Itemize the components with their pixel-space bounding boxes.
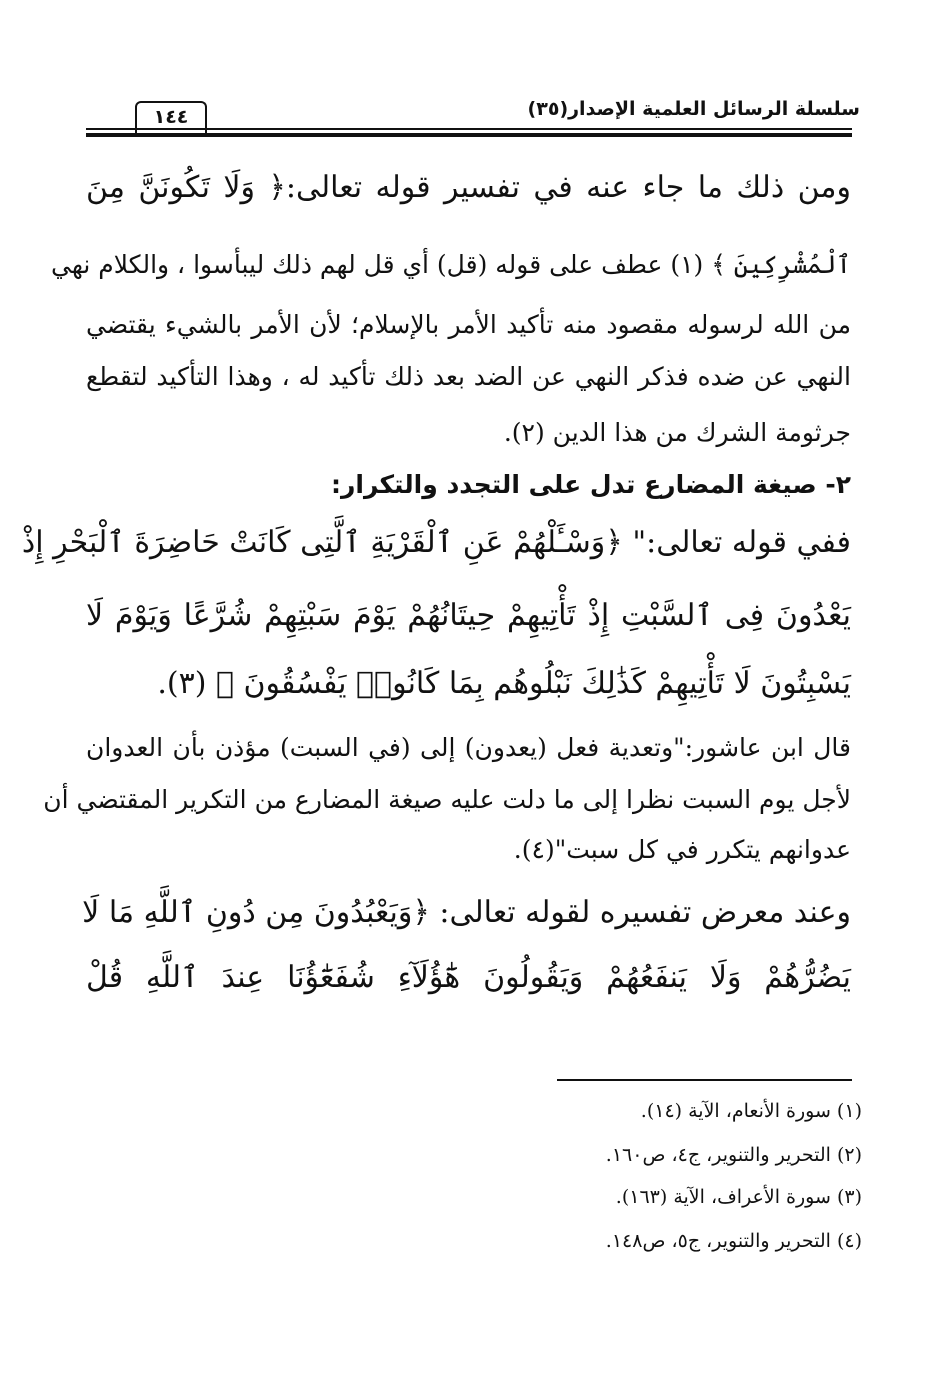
section-heading: ٢- صيغة المضارع تدل على التجدد والتكرار: (330, 470, 851, 499)
footnote-4: (٤) التحرير والتنوير، ج٥، ص١٤٨. (605, 1230, 862, 1252)
verse-line-5: يَضُرُّهُمْ وَلَا يَنفَعُهُمْ وَيَقُولُونَ هَٰٓؤُلَآءِ شُفَعَٰٓؤُنَا عِندَ ٱللَّهِ قُلْ (86, 960, 851, 995)
header-rule-thick (86, 133, 852, 137)
body-line-7: لأجل يوم السبت نظرا إلى ما دلت عليه صيغة المضارع من التكرير المقتضي أن (43, 785, 851, 814)
verse-line-4: وعند معرض تفسيره لقوله تعالى: ﴿وَيَعْبُدُونَ مِن دُونِ ٱللَّهِ مَا لَا (82, 895, 851, 930)
footnote-3: (٣) سورة الأعراف، الآية (١٦٣). (615, 1186, 862, 1208)
body-line-1: ومن ذلك ما جاء عنه في تفسير قوله تعالى:﴿ وَلَا تَكُونَنَّ مِنَ (86, 170, 851, 205)
body-line-2: ٱلْمُشْرِكِينَ ﴾ (١) عطف على قوله (قل) أي قل لهم ذلك ليبأسوا ، والكلام نهي (51, 250, 851, 279)
page-number: ١٤٤ (135, 101, 207, 133)
body-line-6: قال ابن عاشور:"وتعدية فعل (يعدون) إلى (في السبت) مؤذن بأن العدوان (86, 733, 851, 762)
body-line-4: النهي عن ضده فذكر النهي عن الضد بعد ذلك تأكيد له ، وهذا التأكيد لتقطع (86, 362, 851, 391)
verse-line-3: يَسْبِتُونَ لَا تَأْتِيهِمْ كَذَٰلِكَ نَبْلُوهُم بِمَا كَانُوا۟ يَفْسُقُونَ ﴾ (٣). (157, 666, 851, 701)
footnote-1: (١) سورة الأنعام، الآية (١٤). (640, 1100, 862, 1122)
body-line-3: من الله لرسوله مقصود منه تأكيد الأمر بالإسلام؛ لأن الأمر بالشيء يقتضي (86, 310, 851, 339)
body-line-5: جرثومة الشرك من هذا الدين (٢). (503, 418, 851, 447)
body-line-8: عدوانهم يتكرر في كل سبت"(٤). (513, 835, 851, 864)
header-rule-thin (86, 128, 852, 130)
footnote-2: (٢) التحرير والتنوير، ج٤، ص١٦٠. (605, 1144, 862, 1166)
series-title: سلسلة الرسائل العلمية الإصدار(٣٥) (527, 98, 860, 120)
footnote-separator (557, 1079, 852, 1081)
verse-line-2: يَعْدُونَ فِى ٱلسَّبْتِ إِذْ تَأْتِيهِمْ حِيتَانُهُمْ يَوْمَ سَبْتِهِمْ شُرَّعًا وَيَوْمَ لَا (86, 598, 851, 633)
verse-line-1: ففي قوله تعالى:" ﴿وَسْـَٔلْهُمْ عَنِ ٱلْقَرْيَةِ ٱلَّتِى كَانَتْ حَاضِرَةَ ٱلْبَحْرِ إِذْ (21, 525, 851, 560)
